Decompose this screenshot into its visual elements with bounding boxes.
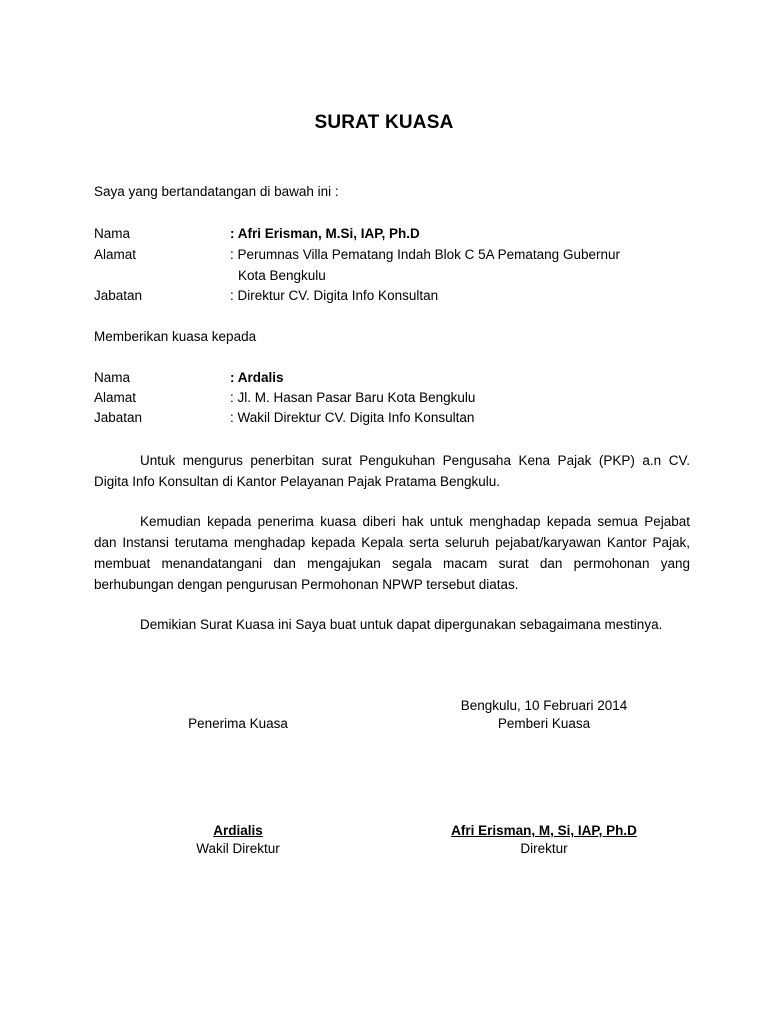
grantor-alamat-label: Alamat <box>94 247 137 262</box>
grantee-nama-label: Nama <box>94 370 131 385</box>
grantee-nama-value: : Ardalis <box>230 370 284 385</box>
right-signatory-title: Direktur <box>520 841 568 856</box>
right-role: Pemberi Kuasa <box>497 716 591 731</box>
document-title: SURAT KUASA <box>314 112 454 133</box>
grantor-jabatan-label: Jabatan <box>94 288 143 303</box>
right-signatory-name: Afri Erisman, M, Si, IAP, Ph.D <box>451 823 637 838</box>
left-role: Penerima Kuasa <box>188 716 288 731</box>
paragraph-purpose: Untuk mengurus penerbitan surat Pengukuhan Pengusaha Kena Pajak (PKP) a.n CV. Digita Info Konsultan di Kantor Pelayanan Pajak Pratama Bengkulu. <box>94 453 690 489</box>
grantee-alamat-label: Alamat <box>94 390 137 405</box>
intro-text: Saya yang bertandatangan di bawah ini : <box>94 184 339 199</box>
left-signatory-name: Ardialis <box>213 823 263 838</box>
grantor-nama-value: : Afri Erisman, M.Si, IAP, Ph.D <box>230 226 420 241</box>
transfer-line: Memberikan kuasa kepada <box>94 329 257 344</box>
paragraph-closing: Demikian Surat Kuasa ini Saya buat untuk dapat dipergunakan sebagaimana mestinya. <box>140 617 663 632</box>
grantor-nama-label: Nama <box>94 226 131 241</box>
grantor-jabatan-value: : Direktur CV. Digita Info Konsultan <box>230 288 439 303</box>
grantor-alamat-value-line2: Kota Bengkulu <box>238 268 326 283</box>
place-date: Bengkulu, 10 Februari 2014 <box>460 698 628 713</box>
grantee-jabatan-label: Jabatan <box>94 410 143 425</box>
grantee-alamat-value: : Jl. M. Hasan Pasar Baru Kota Bengkulu <box>230 390 476 405</box>
left-signatory-title: Wakil Direktur <box>196 841 280 856</box>
grantor-alamat-value-line1: : Perumnas Villa Pematang Indah Blok C 5A Pematang Gubernur <box>230 247 620 262</box>
paragraph-authority: Kemudian kepada penerima kuasa diberi hak untuk menghadap kepada semua Pejabat dan Instansi terutama menghadap kepada Kepala serta seluruh pejabat/karyawan Kantor Pajak, membuat menandatangani dan mengajukan segala macam surat dan permohonan yang berhubungan dengan pengurusan Permohonan NPWP tersebut diatas. <box>94 514 690 592</box>
grantee-jabatan-value: : Wakil Direktur CV. Digita Info Konsultan <box>230 410 475 425</box>
